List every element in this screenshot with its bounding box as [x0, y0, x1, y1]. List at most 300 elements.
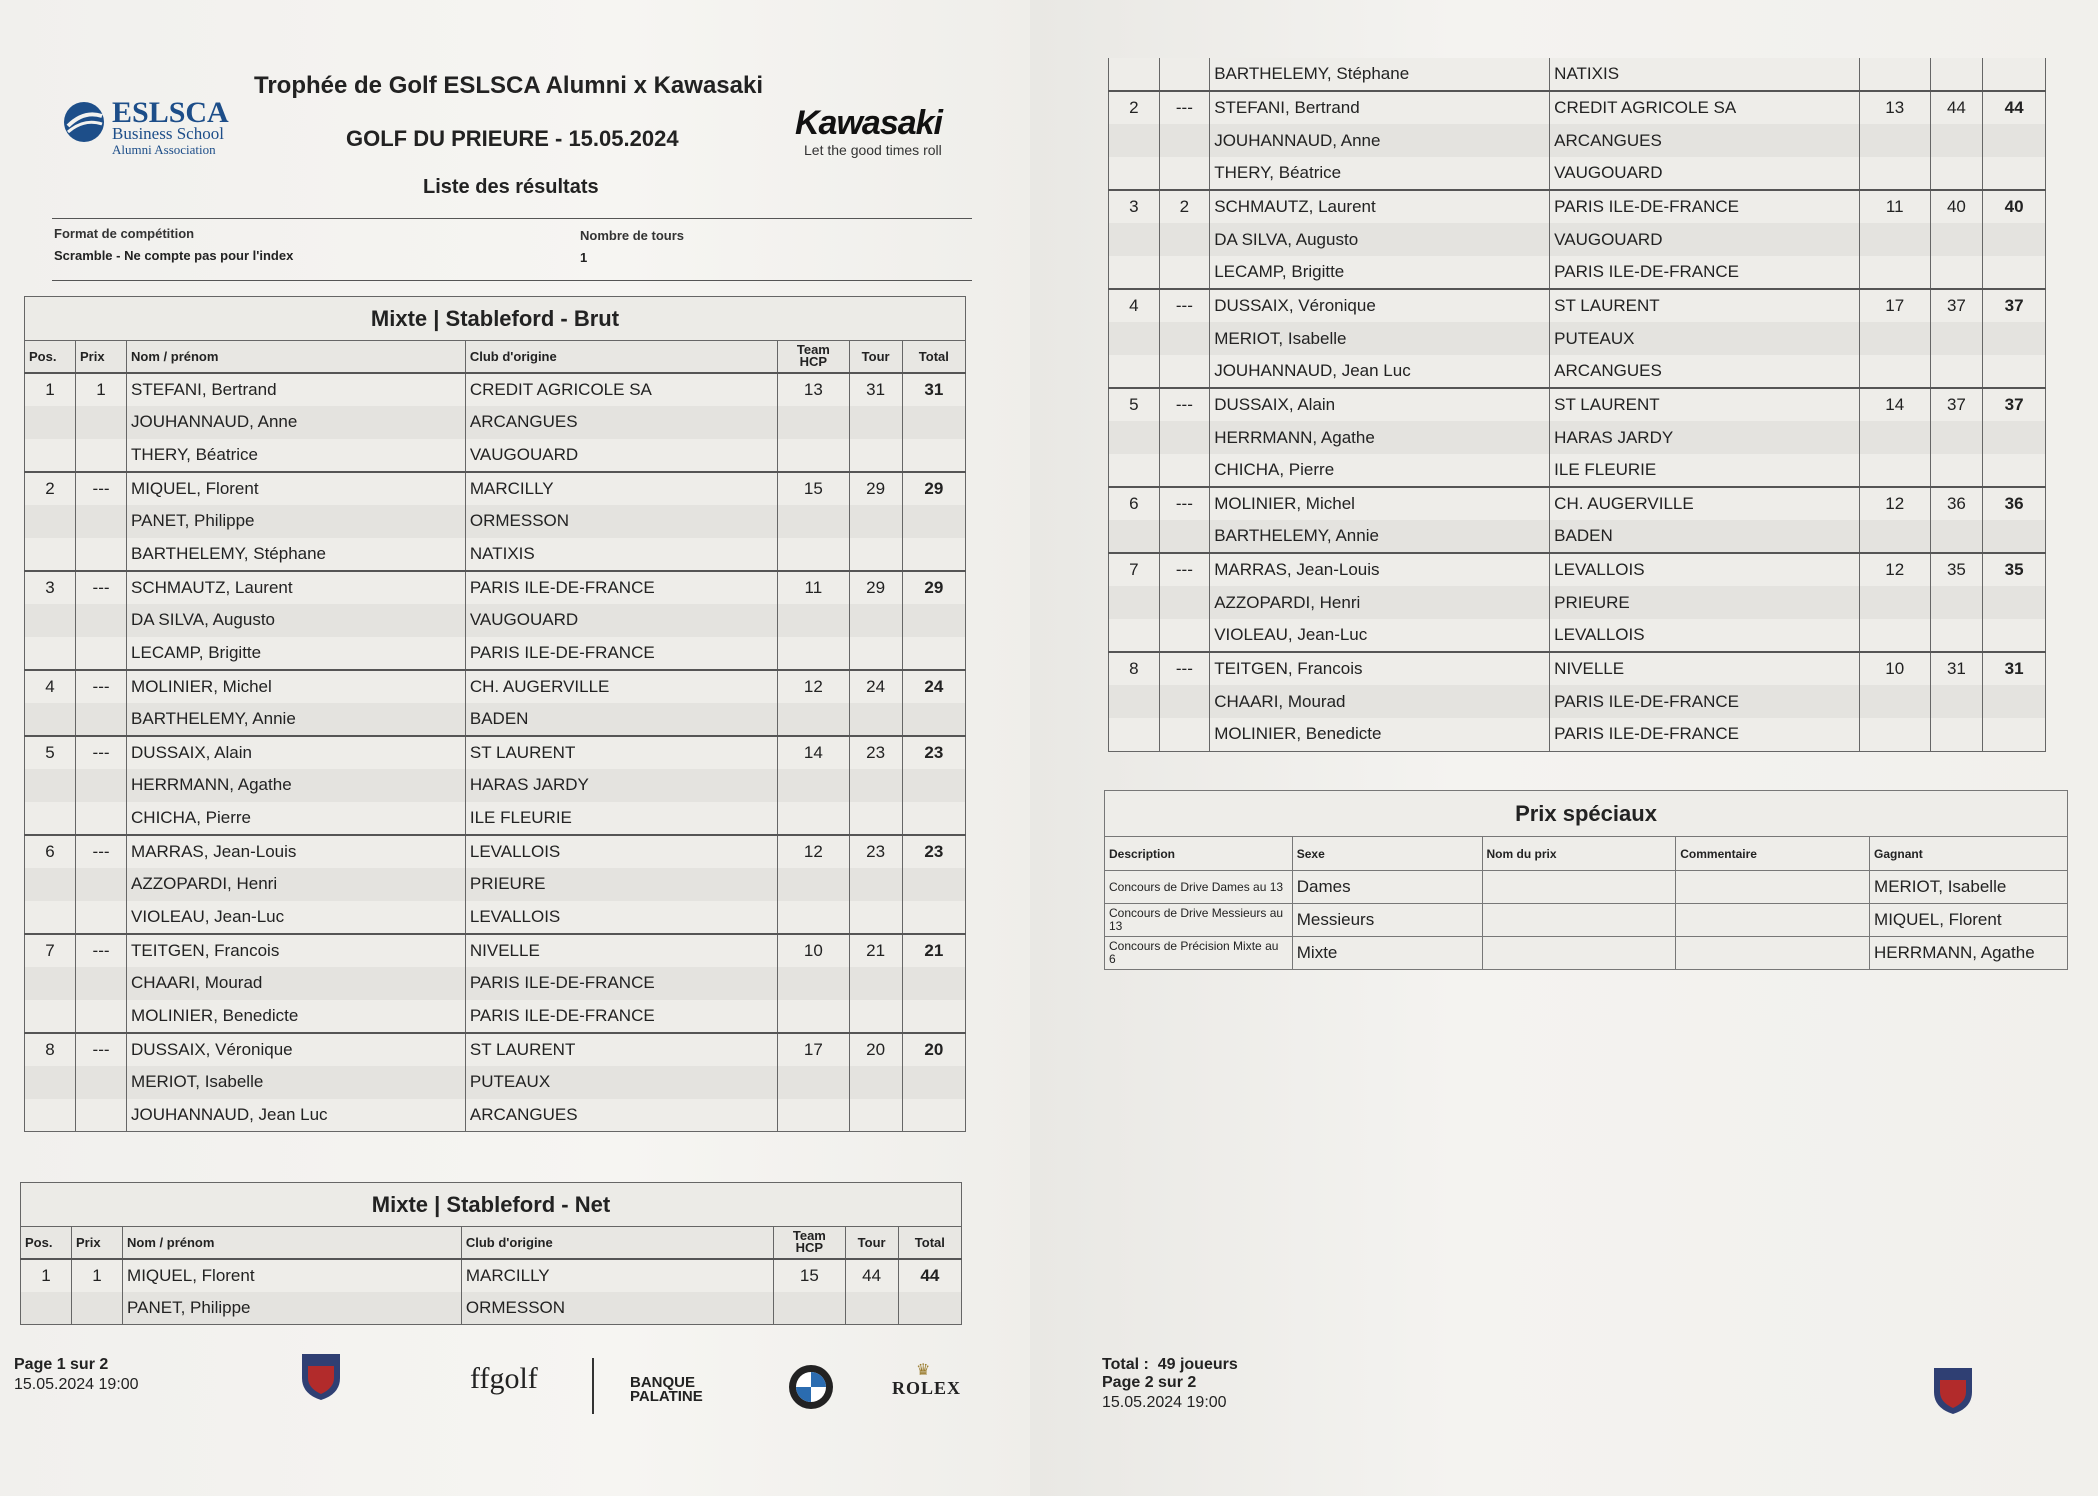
table-row — [1109, 124, 2046, 157]
cell-hcp: 11 — [1859, 190, 1930, 223]
cell-tour — [849, 769, 902, 802]
cell-total: 36 — [1983, 487, 2046, 520]
prize-row — [1105, 937, 2068, 970]
cell-tour — [849, 406, 902, 439]
cell-player-name: MOLINIER, Michel — [1210, 487, 1550, 520]
cell-prix: 1 — [72, 1259, 123, 1292]
cell-hcp — [1859, 685, 1930, 718]
special-prizes-table — [1104, 790, 2068, 970]
cell-player-name: HERRMANN, Agathe — [127, 769, 466, 802]
cell-player-name: SCHMAUTZ, Laurent — [1210, 190, 1550, 223]
cell-prize-name — [1482, 871, 1676, 904]
cell-player-club: ARCANGUES — [465, 1099, 777, 1132]
cell-player-club: ORMESSON — [465, 505, 777, 538]
cell-pos: 5 — [1109, 388, 1160, 421]
rounds-value: 1 — [580, 250, 588, 265]
cell-pos — [1109, 520, 1160, 553]
cell-pos: 4 — [1109, 289, 1160, 322]
col-team-hcp-line2: HCP — [795, 1240, 824, 1256]
cell-tour — [849, 802, 902, 835]
cell-tour: 37 — [1930, 388, 1983, 421]
rolex-logo: ROLEX — [892, 1378, 962, 1398]
cell-hcp — [1859, 355, 1930, 388]
col-winner: Gagnant — [1870, 837, 2068, 871]
cell-total — [1983, 223, 2046, 256]
cell-pos: 4 — [25, 670, 76, 703]
cell-player-club: PARIS ILE-DE-FRANCE — [1550, 718, 1860, 751]
footer-date: 15.05.2024 19:00 — [1102, 1394, 1227, 1411]
cell-prix: --- — [1159, 652, 1210, 685]
cell-player-name: DUSSAIX, Véronique — [127, 1033, 466, 1066]
format-value: Scramble - Ne compte pas pour l'index — [54, 248, 294, 263]
cell-hcp: 15 — [778, 472, 849, 505]
cell-total — [1983, 124, 2046, 157]
cell-player-name: JOUHANNAUD, Jean Luc — [127, 1099, 466, 1132]
cell-hcp — [778, 439, 849, 472]
cell-prix — [76, 769, 127, 802]
cell-pos — [1109, 256, 1160, 289]
cell-pos — [25, 406, 76, 439]
cell-prix — [76, 1099, 127, 1132]
cell-comment — [1676, 937, 1870, 970]
cell-player-club: ILE FLEURIE — [1550, 454, 1860, 487]
prize-row — [1105, 904, 2068, 937]
cell-total — [1983, 322, 2046, 355]
cell-tour — [1930, 454, 1983, 487]
cell-prix — [1159, 256, 1210, 289]
cell-player-name: THERY, Béatrice — [1210, 157, 1550, 190]
cell-hcp — [1859, 586, 1930, 619]
cell-prix: --- — [1159, 91, 1210, 124]
cell-total: 31 — [1983, 652, 2046, 685]
eslsca-name: ESLSCA — [112, 96, 229, 129]
cell-total — [1983, 718, 2046, 751]
cell-tour — [1930, 322, 1983, 355]
cell-prix — [1159, 718, 1210, 751]
cell-pos — [25, 637, 76, 670]
cell-tour: 44 — [845, 1259, 898, 1292]
table-row — [1109, 388, 2046, 421]
cell-total — [902, 439, 965, 472]
cell-player-name: VIOLEAU, Jean-Luc — [127, 901, 466, 934]
table-row — [25, 1099, 966, 1132]
cell-pos — [1109, 718, 1160, 751]
table-row — [25, 769, 966, 802]
table-row — [1109, 58, 2046, 91]
table-row — [21, 1292, 962, 1325]
cell-player-club: CREDIT AGRICOLE SA — [465, 373, 777, 406]
cell-pos — [1109, 454, 1160, 487]
cell-player-name: BARTHELEMY, Stéphane — [1210, 58, 1550, 91]
cell-player-club: PRIEURE — [1550, 586, 1860, 619]
cell-total — [1983, 619, 2046, 652]
cell-total — [1983, 586, 2046, 619]
table-row — [1109, 652, 2046, 685]
cell-player-club: CH. AUGERVILLE — [1550, 487, 1860, 520]
cell-pos — [25, 769, 76, 802]
col-team-hcp-line1: Team — [792, 1228, 826, 1244]
table-row — [25, 571, 966, 604]
cell-player-club: BADEN — [465, 703, 777, 736]
cell-total — [1983, 685, 2046, 718]
list-title: Liste des résultats — [423, 176, 599, 198]
cell-prix — [1159, 454, 1210, 487]
table-row — [21, 1259, 962, 1292]
cell-tour — [849, 1099, 902, 1132]
rounds-label: Nombre de tours — [580, 228, 685, 243]
cell-pos: 8 — [1109, 652, 1160, 685]
table-row — [1109, 487, 2046, 520]
col-description: Description — [1105, 837, 1293, 871]
table-row — [1109, 289, 2046, 322]
cell-pos — [25, 505, 76, 538]
prizes-header-row — [1105, 837, 2068, 871]
cell-player-club: ORMESSON — [461, 1292, 773, 1325]
cell-tour — [1930, 619, 1983, 652]
cell-prix — [76, 967, 127, 1000]
cell-prix — [76, 703, 127, 736]
divider — [592, 1358, 594, 1414]
cell-prix — [76, 901, 127, 934]
col-team-hcp-line2: HCP — [799, 354, 828, 370]
divider — [52, 218, 972, 219]
cell-tour — [1930, 58, 1983, 91]
cell-player-club: ARCANGUES — [1550, 355, 1860, 388]
cell-player-club: VAUGOUARD — [1550, 223, 1860, 256]
cell-pos: 2 — [25, 472, 76, 505]
cell-prix — [1159, 619, 1210, 652]
cell-player-club: PARIS ILE-DE-FRANCE — [465, 967, 777, 1000]
cell-player-name: MIQUEL, Florent — [127, 472, 466, 505]
cell-total: 44 — [1983, 91, 2046, 124]
footer-total-label: Total : — [1102, 1356, 1149, 1373]
table-row — [25, 901, 966, 934]
cell-tour — [849, 1000, 902, 1033]
cell-pos: 1 — [21, 1259, 72, 1292]
cell-tour — [849, 439, 902, 472]
cell-prix: --- — [76, 571, 127, 604]
cell-hcp: 12 — [1859, 487, 1930, 520]
cell-player-club: PRIEURE — [465, 868, 777, 901]
footer-page — [1102, 1374, 1196, 1392]
footer-page-number: Page 1 sur 2 — [14, 1356, 109, 1373]
cell-tour — [849, 604, 902, 637]
cell-hcp: 17 — [1859, 289, 1930, 322]
cell-prix: --- — [76, 670, 127, 703]
cell-total: 20 — [902, 1033, 965, 1066]
cell-total: 29 — [902, 571, 965, 604]
cell-hcp: 13 — [778, 373, 849, 406]
cell-prix: --- — [1159, 388, 1210, 421]
cell-tour: 31 — [1930, 652, 1983, 685]
cell-total: 37 — [1983, 388, 2046, 421]
cell-player-name: MERIOT, Isabelle — [1210, 322, 1550, 355]
cell-total — [902, 505, 965, 538]
cell-player-name: MARRAS, Jean-Louis — [1210, 553, 1550, 586]
table-header-row — [21, 1227, 962, 1259]
table-row — [25, 604, 966, 637]
cell-player-club: PARIS ILE-DE-FRANCE — [1550, 190, 1860, 223]
table-row — [25, 505, 966, 538]
col-team-hcp — [774, 1227, 845, 1259]
cell-tour: 29 — [849, 472, 902, 505]
cell-total — [902, 802, 965, 835]
cell-prix: 1 — [76, 373, 127, 406]
cell-sexe: Messieurs — [1292, 904, 1482, 937]
cell-pos: 2 — [1109, 91, 1160, 124]
table-row — [25, 439, 966, 472]
col-team-hcp — [778, 341, 849, 373]
cell-prix — [1159, 421, 1210, 454]
cell-player-name: THERY, Béatrice — [127, 439, 466, 472]
eslsca-sub2: Alumni Association — [112, 142, 216, 157]
results-page-2 — [1030, 0, 2098, 1496]
cell-tour — [849, 538, 902, 571]
table-row — [25, 472, 966, 505]
cell-player-club: ST LAURENT — [1550, 289, 1860, 322]
cell-player-club: ST LAURENT — [1550, 388, 1860, 421]
cell-hcp — [778, 1099, 849, 1132]
cell-description: Concours de Précision Mixte au 6 — [1105, 937, 1293, 970]
cell-prix — [76, 1066, 127, 1099]
table-row — [1109, 157, 2046, 190]
table-row — [25, 406, 966, 439]
cell-total — [902, 1066, 965, 1099]
cell-hcp — [1859, 124, 1930, 157]
cell-prix: --- — [76, 835, 127, 868]
cell-total: 40 — [1983, 190, 2046, 223]
cell-pos — [1109, 157, 1160, 190]
cell-total — [902, 538, 965, 571]
cell-player-club: LEVALLOIS — [1550, 619, 1860, 652]
cell-player-club: LEVALLOIS — [1550, 553, 1860, 586]
table-row — [1109, 553, 2046, 586]
eslsca-logo — [62, 96, 262, 166]
cell-player-name: CHICHA, Pierre — [1210, 454, 1550, 487]
table-caption-row — [21, 1183, 962, 1227]
cell-player-name: JOUHANNAUD, Jean Luc — [1210, 355, 1550, 388]
table-row — [25, 1000, 966, 1033]
cell-hcp — [778, 505, 849, 538]
cell-total: 44 — [898, 1259, 961, 1292]
table-row — [25, 835, 966, 868]
cell-prix — [1159, 157, 1210, 190]
cell-comment — [1676, 871, 1870, 904]
cell-tour — [1930, 256, 1983, 289]
col-tour: Tour — [845, 1227, 898, 1259]
col-sexe: Sexe — [1292, 837, 1482, 871]
cell-hcp — [778, 637, 849, 670]
rolex-crown-icon: ♛ — [916, 1362, 931, 1379]
cell-prix — [76, 406, 127, 439]
cell-pos: 5 — [25, 736, 76, 769]
cell-prix: --- — [76, 736, 127, 769]
cell-prix — [76, 868, 127, 901]
cell-player-name: JOUHANNAUD, Anne — [1210, 124, 1550, 157]
table-row — [1109, 520, 2046, 553]
cell-total — [898, 1292, 961, 1325]
cell-tour: 23 — [849, 736, 902, 769]
cell-pos — [1109, 421, 1160, 454]
cell-hcp: 13 — [1859, 91, 1930, 124]
col-prix: Prix — [76, 341, 127, 373]
cell-tour: 44 — [1930, 91, 1983, 124]
cell-player-club: PARIS ILE-DE-FRANCE — [465, 571, 777, 604]
table-row — [25, 670, 966, 703]
cell-player-club: LEVALLOIS — [465, 901, 777, 934]
net-results-table-continued — [1108, 58, 2046, 752]
cell-player-club: PARIS ILE-DE-FRANCE — [1550, 685, 1860, 718]
table-title: Mixte | Stableford - Brut — [25, 297, 966, 341]
cell-hcp: 12 — [1859, 553, 1930, 586]
cell-pos — [1109, 586, 1160, 619]
page-title: Trophée de Golf ESLSCA Alumni x Kawasaki — [254, 72, 764, 99]
results-page-1 — [0, 0, 1034, 1496]
cell-total — [1983, 421, 2046, 454]
cell-player-name: BARTHELEMY, Stéphane — [127, 538, 466, 571]
cell-prix — [1159, 223, 1210, 256]
cell-hcp: 10 — [778, 934, 849, 967]
cell-tour: 31 — [849, 373, 902, 406]
cell-tour — [1930, 157, 1983, 190]
footer-total — [1102, 1356, 1238, 1374]
cell-player-name: SCHMAUTZ, Laurent — [127, 571, 466, 604]
cell-total — [902, 637, 965, 670]
cell-pos — [1109, 322, 1160, 355]
cell-player-name: JOUHANNAUD, Anne — [127, 406, 466, 439]
table-title: Mixte | Stableford - Net — [21, 1183, 962, 1227]
cell-prix: --- — [1159, 487, 1210, 520]
cell-player-club: ST LAURENT — [465, 736, 777, 769]
cell-total: 31 — [902, 373, 965, 406]
cell-total — [902, 703, 965, 736]
cell-hcp: 12 — [778, 835, 849, 868]
cell-player-name: MIQUEL, Florent — [123, 1259, 462, 1292]
cell-pos — [25, 439, 76, 472]
cell-tour — [1930, 355, 1983, 388]
table-row — [25, 373, 966, 406]
table-row — [25, 934, 966, 967]
table-row — [1109, 322, 2046, 355]
cell-hcp — [778, 604, 849, 637]
cell-pos — [1109, 619, 1160, 652]
footer-date: 15.05.2024 19:00 — [14, 1376, 139, 1393]
cell-tour: 35 — [1930, 553, 1983, 586]
cell-player-club: PARIS ILE-DE-FRANCE — [465, 1000, 777, 1033]
cell-hcp — [778, 901, 849, 934]
cell-hcp — [778, 868, 849, 901]
col-prix: Prix — [72, 1227, 123, 1259]
table-row — [25, 1033, 966, 1066]
divider — [52, 280, 972, 281]
cell-player-name: AZZOPARDI, Henri — [127, 868, 466, 901]
cell-prix — [76, 439, 127, 472]
cell-sexe: Dames — [1292, 871, 1482, 904]
cell-tour: 37 — [1930, 289, 1983, 322]
cell-total — [1983, 58, 2046, 91]
cell-hcp: 14 — [778, 736, 849, 769]
cell-pos: 7 — [25, 934, 76, 967]
cell-pos — [25, 1066, 76, 1099]
col-prize-name: Nom du prix — [1482, 837, 1676, 871]
cell-total — [902, 406, 965, 439]
cell-player-name: PANET, Philippe — [127, 505, 466, 538]
cell-tour — [1930, 223, 1983, 256]
cell-winner: HERRMANN, Agathe — [1870, 937, 2068, 970]
table-row — [1109, 619, 2046, 652]
cell-tour — [849, 901, 902, 934]
table-row — [25, 868, 966, 901]
footer-total-value: 49 joueurs — [1157, 1356, 1238, 1373]
bmw-logo-icon — [788, 1364, 834, 1410]
cell-prix — [76, 538, 127, 571]
eslsca-sub1: Business School — [112, 124, 224, 143]
cell-total — [902, 604, 965, 637]
cell-hcp — [1859, 223, 1930, 256]
event-subtitle: GOLF DU PRIEURE - 15.05.2024 — [346, 126, 679, 151]
cell-hcp — [778, 769, 849, 802]
cell-player-club: PUTEAUX — [465, 1066, 777, 1099]
cell-pos: 8 — [25, 1033, 76, 1066]
club-shield-icon — [1930, 1366, 1976, 1416]
cell-player-club: PARIS ILE-DE-FRANCE — [465, 637, 777, 670]
cell-tour — [849, 703, 902, 736]
cell-player-club: NATIXIS — [1550, 58, 1860, 91]
cell-tour — [849, 868, 902, 901]
banque-palatine-logo — [630, 1376, 703, 1404]
cell-player-club: PARIS ILE-DE-FRANCE — [1550, 256, 1860, 289]
col-tour: Tour — [849, 341, 902, 373]
cell-player-club: VAUGOUARD — [465, 439, 777, 472]
cell-player-name: DUSSAIX, Alain — [127, 736, 466, 769]
col-name: Nom / prénom — [127, 341, 466, 373]
table-row — [1109, 355, 2046, 388]
cell-pos — [25, 1000, 76, 1033]
cell-total — [902, 967, 965, 1000]
kawasaki-tagline: Let the good times roll — [804, 142, 942, 158]
table-row — [25, 1066, 966, 1099]
cell-winner: MERIOT, Isabelle — [1870, 871, 2068, 904]
cell-player-name: DA SILVA, Augusto — [127, 604, 466, 637]
cell-hcp — [778, 967, 849, 1000]
table-row — [25, 703, 966, 736]
table-row — [1109, 256, 2046, 289]
club-shield-icon — [298, 1352, 344, 1402]
cell-total — [902, 769, 965, 802]
table-row — [1109, 91, 2046, 124]
cell-prix: --- — [76, 1033, 127, 1066]
cell-total — [1983, 520, 2046, 553]
cell-player-club: PUTEAUX — [1550, 322, 1860, 355]
cell-player-name: PANET, Philippe — [123, 1292, 462, 1325]
cell-player-name: STEFANI, Bertrand — [127, 373, 466, 406]
col-total: Total — [898, 1227, 961, 1259]
cell-prix — [76, 637, 127, 670]
cell-player-club: ST LAURENT — [465, 1033, 777, 1066]
cell-player-club: MARCILLY — [461, 1259, 773, 1292]
cell-hcp: 14 — [1859, 388, 1930, 421]
cell-player-name: LECAMP, Brigitte — [127, 637, 466, 670]
cell-player-club: LEVALLOIS — [465, 835, 777, 868]
brut-results-table — [24, 296, 966, 1132]
cell-prix — [72, 1292, 123, 1325]
cell-total — [902, 901, 965, 934]
cell-tour — [1930, 421, 1983, 454]
cell-prix: --- — [76, 934, 127, 967]
cell-player-club: NATIXIS — [465, 538, 777, 571]
cell-prix — [1159, 520, 1210, 553]
cell-hcp: 15 — [774, 1259, 845, 1292]
